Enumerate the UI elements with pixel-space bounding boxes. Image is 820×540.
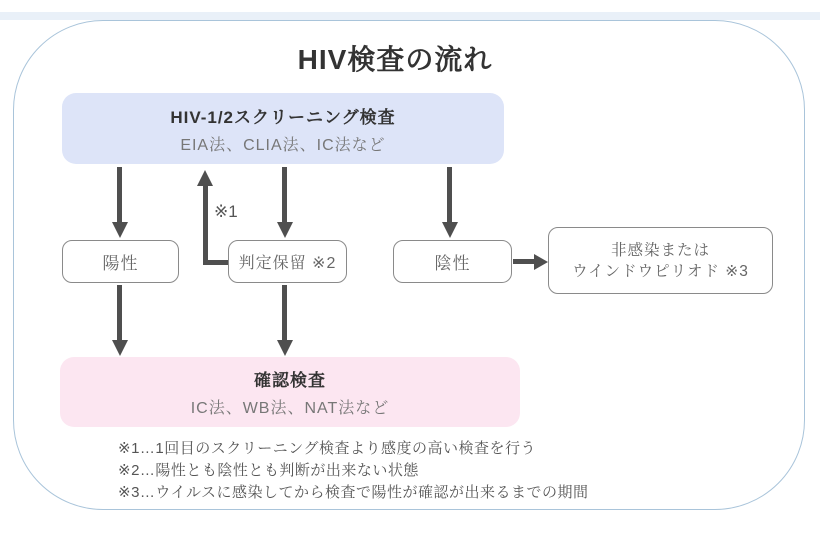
retest-note-label: ※1 (214, 202, 238, 221)
arrow-to-indeterminate (282, 167, 287, 223)
outcome-line1: 非感染または (610, 241, 710, 259)
arrow-indeterminate-to-confirmation (282, 285, 287, 341)
screening-test-title: HIV-1/2スクリーニング検査 (170, 107, 396, 127)
arrowhead-positive-to-confirmation (112, 340, 128, 356)
confirmation-test-box (60, 357, 520, 427)
outcome-box-window-period (548, 227, 773, 294)
arrow-negative-to-outcome (513, 259, 535, 264)
arrowhead-to-positive (112, 222, 128, 238)
footnote-2: ※2…陽性とも陰性とも判断が出来ない状態 (118, 462, 419, 479)
arrow-to-negative (447, 167, 452, 223)
page-title: HIV検査の流れ (297, 44, 493, 75)
retest-arrowhead-up (197, 170, 213, 186)
confirmation-test-title: 確認検査 (254, 371, 326, 390)
result-box-positive: 陽性 (62, 240, 179, 283)
result-box-indeterminate: 判定保留 ※2 (228, 240, 347, 283)
arrow-positive-to-confirmation (117, 285, 122, 341)
screening-test-box (62, 93, 504, 164)
arrowhead-to-negative (442, 222, 458, 238)
footnotes (118, 438, 589, 504)
footnote-1: ※1…1回目のスクリーニング検査より感度の高い検査を行う (118, 440, 536, 457)
footnote-3: ※3…ウイルスに感染してから検査で陽性が確認が出来るまでの期間 (118, 484, 589, 501)
retest-arrow-vertical (203, 185, 208, 265)
confirmation-test-methods: IC法、WB法、NAT法など (190, 400, 390, 417)
screening-test-methods: EIA法、CLIA法、IC法など (180, 136, 386, 154)
arrowhead-to-indeterminate (277, 222, 293, 238)
result-box-negative: 陰性 (393, 240, 512, 283)
arrow-to-positive (117, 167, 122, 223)
background-accent-strip (0, 12, 820, 20)
arrowhead-indeterminate-to-confirmation (277, 340, 293, 356)
arrowhead-negative-to-outcome (534, 254, 548, 270)
outcome-line2: ウインドウピリオド ※3 (572, 262, 749, 280)
